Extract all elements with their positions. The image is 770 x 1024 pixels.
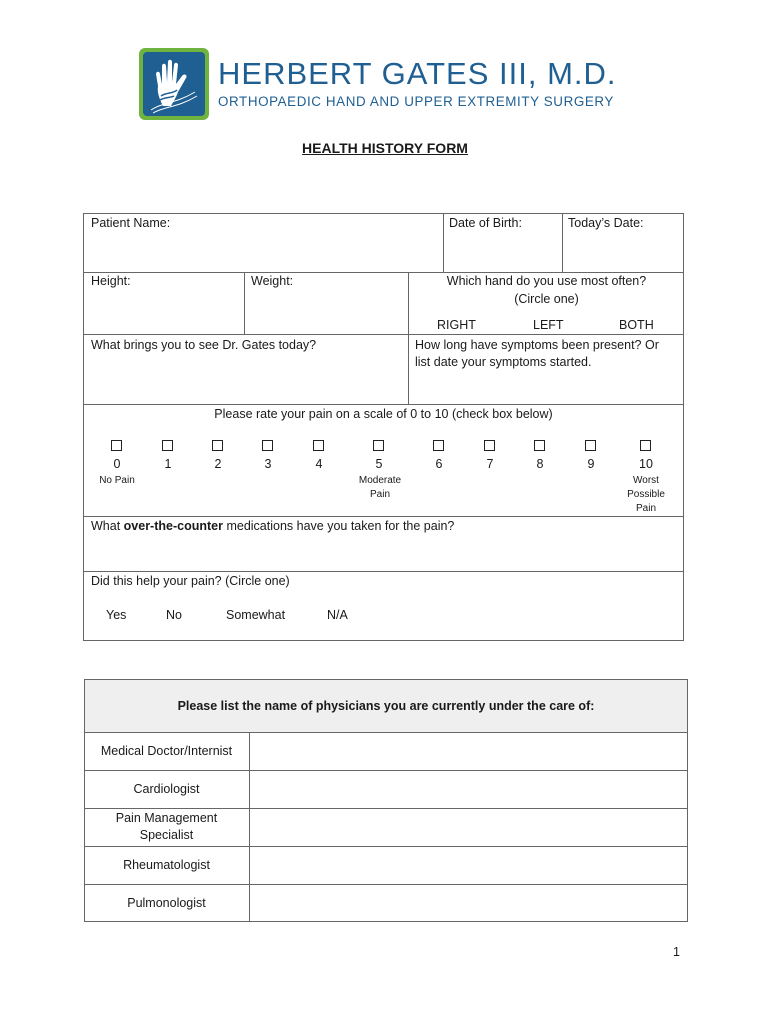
help-option-no[interactable]: No (166, 608, 182, 622)
pain-scale-label: 1 (164, 457, 172, 471)
moderate-pain-caption-2: Pain (369, 489, 390, 500)
worst-pain-caption: Worst (633, 475, 659, 486)
pain-scale-prompt: Please rate your pain on a scale of 0 to 10 (check box below) (214, 407, 553, 421)
pain-scale-label: 4 (315, 457, 323, 471)
physician-input-pulmonologist[interactable] (250, 885, 687, 921)
pain-scale-label: 2 (214, 457, 222, 471)
hand-question: Which hand do you use most often? (446, 274, 647, 288)
pain-checkbox-6[interactable] (433, 440, 444, 451)
date-of-birth-field[interactable]: Date of Birth: (449, 216, 522, 230)
hand-option-right[interactable]: RIGHT (437, 318, 476, 332)
symptom-duration-hint: list date your symptoms started. (415, 355, 592, 369)
help-option-somewhat[interactable]: Somewhat (226, 608, 286, 622)
visit-reason-field[interactable]: What brings you to see Dr. Gates today? (91, 338, 317, 352)
brand-subtitle: ORTHOPAEDIC HAND AND UPPER EXTREMITY SURGERY (218, 94, 614, 109)
physician-input-internist[interactable] (250, 733, 687, 770)
pain-checkbox-8[interactable] (534, 440, 545, 451)
physician-label-pain-management: Pain Management (115, 811, 218, 825)
physician-label-pulmonologist: Pulmonologist (127, 896, 206, 910)
height-field[interactable]: Height: (91, 274, 131, 288)
pain-scale-label: 3 (264, 457, 272, 471)
todays-date-field[interactable]: Today’s Date: (568, 216, 644, 230)
pain-checkbox-10[interactable] (640, 440, 651, 451)
physician-input-cardiologist[interactable] (250, 771, 687, 808)
pain-scale-label: 0 (113, 457, 121, 471)
worst-pain-caption-2: Possible (627, 489, 665, 500)
pain-scale-label: 7 (486, 457, 494, 471)
pain-checkbox-1[interactable] (162, 440, 173, 451)
pain-scale-label: 5 (375, 457, 383, 471)
physician-label-rheumatologist: Rheumatologist (123, 858, 210, 872)
pain-checkbox-5[interactable] (373, 440, 384, 451)
pain-checkbox-9[interactable] (585, 440, 596, 451)
otc-medications-field[interactable] (91, 519, 454, 533)
physician-label-pain-management-2: Specialist (139, 828, 194, 842)
pain-checkbox-3[interactable] (262, 440, 273, 451)
physicians-header: Please list the name of physicians you are currently under the care of: (177, 699, 595, 713)
help-option-na[interactable]: N/A (327, 608, 348, 622)
hand-option-left[interactable]: LEFT (533, 318, 564, 332)
pain-checkbox-7[interactable] (484, 440, 495, 451)
weight-field[interactable]: Weight: (251, 274, 294, 288)
symptom-duration-field[interactable]: How long have symptoms been present? Or (415, 338, 659, 352)
pain-scale-label: 6 (435, 457, 443, 471)
pain-checkbox-4[interactable] (313, 440, 324, 451)
otc-bold: over-the-counter (123, 519, 223, 533)
otc-suffix: medications have you taken for the pain? (222, 519, 455, 533)
hand-option-both[interactable]: BOTH (619, 318, 654, 332)
pain-checkbox-0[interactable] (111, 440, 122, 451)
hand-question-hint: (Circle one) (514, 292, 579, 306)
logo (139, 48, 209, 120)
patient-name-field[interactable]: Patient Name: (91, 216, 171, 230)
worst-pain-caption-3: Pain (635, 503, 656, 514)
physician-input-pain-management[interactable] (250, 809, 687, 846)
physician-label-cardiologist: Cardiologist (133, 782, 200, 796)
form-title: HEALTH HISTORY FORM (302, 140, 468, 156)
brand-name: HERBERT GATES III, M.D. (218, 56, 617, 91)
help-question: Did this help your pain? (Circle one) (91, 574, 290, 588)
hand-logo-icon (143, 52, 205, 116)
pain-scale-label: 10 (639, 457, 653, 471)
pain-scale-label: 9 (587, 457, 595, 471)
page-number: 1 (673, 945, 680, 959)
physician-label-internist: Medical Doctor/Internist (100, 744, 233, 758)
otc-prefix: What (91, 519, 124, 533)
pain-checkbox-2[interactable] (212, 440, 223, 451)
help-option-yes[interactable]: Yes (106, 608, 127, 622)
pain-scale-label: 8 (536, 457, 544, 471)
no-pain-caption: No Pain (99, 475, 135, 486)
moderate-pain-caption: Moderate (358, 475, 402, 486)
physician-input-rheumatologist[interactable] (250, 847, 687, 884)
